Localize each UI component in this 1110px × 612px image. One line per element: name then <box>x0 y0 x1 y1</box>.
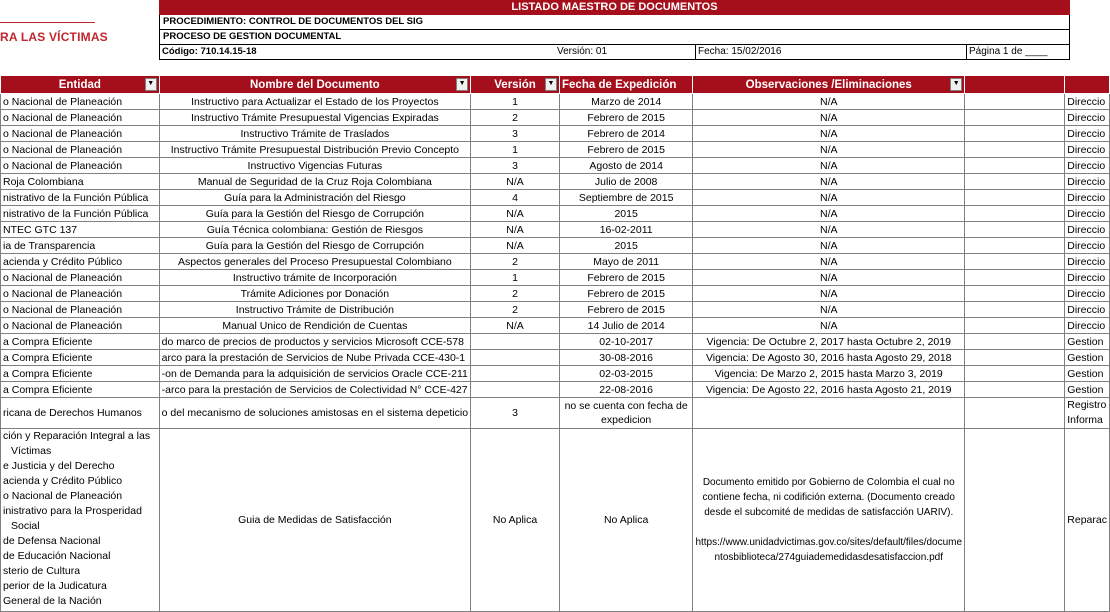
table-row <box>1 318 1110 334</box>
cell-entidad[interactable]: o Nacional de Planeación <box>1 270 160 286</box>
cell-blank[interactable] <box>965 110 1065 126</box>
cell-entidad[interactable]: acienda y Crédito Público <box>1 254 160 270</box>
cell-version[interactable]: 2 <box>471 302 560 318</box>
cell-version[interactable]: 3 <box>471 398 560 429</box>
cell-extra[interactable]: Direccio <box>1065 174 1110 190</box>
cell-observaciones[interactable]: N/A <box>693 126 965 142</box>
cell-blank[interactable] <box>965 94 1065 110</box>
cell-observaciones[interactable]: N/A <box>693 222 965 238</box>
cell-blank[interactable] <box>965 350 1065 366</box>
date-label: Fecha: 15/02/2016 <box>695 45 781 59</box>
cell-version[interactable]: N/A <box>471 222 560 238</box>
document-title: LISTADO MAESTRO DE DOCUMENTOS <box>159 0 1070 15</box>
filter-dropdown-icon[interactable]: ▼ <box>545 78 557 91</box>
entidad-line: General de la Nación <box>3 595 102 607</box>
col-fecha-label: Fecha de Expedición <box>562 78 677 91</box>
cell-entidad[interactable]: ia de Transparencia <box>1 238 160 254</box>
table-row <box>1 254 1110 270</box>
cell-version[interactable]: 3 <box>471 158 560 174</box>
cell-extra[interactable]: Reparac <box>1065 429 1110 612</box>
cell-version[interactable]: 1 <box>471 94 560 110</box>
cell-extra[interactable]: Direccio <box>1065 222 1110 238</box>
header-meta-row <box>159 45 1070 60</box>
cell-fecha[interactable]: Febrero de 2015 <box>560 110 693 126</box>
extra-line: Informa <box>1067 414 1103 426</box>
cell-blank[interactable] <box>965 318 1065 334</box>
cell-fecha[interactable]: No Aplica <box>560 429 693 612</box>
cell-fecha[interactable]: Septiembre de 2015 <box>560 190 693 206</box>
cell-extra[interactable]: Direccio <box>1065 110 1110 126</box>
cell-entidad[interactable]: o Nacional de Planeación <box>1 142 160 158</box>
cell-extra[interactable]: Direccio <box>1065 238 1110 254</box>
cell-blank[interactable] <box>965 334 1065 350</box>
entidad-line: perior de la Judicatura <box>3 580 107 592</box>
cell-extra[interactable]: Direccio <box>1065 302 1110 318</box>
cell-observaciones[interactable]: N/A <box>693 302 965 318</box>
cell-entidad[interactable]: a Compra Eficiente <box>1 350 160 366</box>
table-row <box>1 270 1110 286</box>
cell-fecha[interactable]: Febrero de 2015 <box>560 142 693 158</box>
cell-version[interactable]: 2 <box>471 254 560 270</box>
cell-version[interactable] <box>471 382 560 398</box>
entidad-line: de Defensa Nacional <box>3 535 101 547</box>
cell-observaciones[interactable]: N/A <box>693 318 965 334</box>
col-observaciones-label: Observaciones /Eliminaciones <box>745 78 912 91</box>
cell-version[interactable]: N/A <box>471 238 560 254</box>
cell-extra[interactable]: Gestion <box>1065 382 1110 398</box>
table-row <box>1 286 1110 302</box>
table-row <box>1 110 1110 126</box>
cell-entidad[interactable]: o Nacional de Planeación <box>1 286 160 302</box>
cell-extra[interactable]: Direccio <box>1065 94 1110 110</box>
cell-blank[interactable] <box>965 142 1065 158</box>
cell-blank[interactable] <box>965 190 1065 206</box>
cell-version[interactable]: N/A <box>471 174 560 190</box>
table-row <box>1 206 1110 222</box>
entidad-line: de Educación Nacional <box>3 550 111 562</box>
filter-dropdown-icon[interactable]: ▼ <box>145 78 157 91</box>
cell-fecha[interactable]: 02-03-2015 <box>560 366 693 382</box>
entidad-line: sterio de Cultura <box>3 565 81 577</box>
cell-observaciones[interactable]: N/A <box>693 238 965 254</box>
col-version <box>471 76 560 94</box>
table-row <box>1 222 1110 238</box>
cell-blank[interactable] <box>965 382 1065 398</box>
col-blank <box>965 76 1065 94</box>
table-row <box>1 350 1110 366</box>
cell-entidad[interactable]: nistrativo de la Función Pública <box>1 206 160 222</box>
filter-dropdown-icon[interactable]: ▼ <box>950 78 962 91</box>
observation-link[interactable]: https://www.unidadvictimas.gov.co/sites/default/files/documentosbiblioteca/274guiademedidasdesatisfaccion.pdf <box>695 537 963 563</box>
entidad-line: inistrativo para la Prosperidad <box>3 505 142 517</box>
cell-observaciones[interactable]: Vigencia: De Agosto 22, 2016 hasta Agosto 21, 2019 <box>693 382 965 398</box>
cell-nombre[interactable]: Trámite Adiciones por Donación <box>159 286 470 302</box>
cell-nombre[interactable]: Guía para la Gestión del Riesgo de Corrupción <box>159 206 470 222</box>
cell-extra[interactable]: Gestion <box>1065 366 1110 382</box>
version-label: Versión: 01 <box>557 46 608 57</box>
cell-observaciones[interactable]: N/A <box>693 190 965 206</box>
cell-nombre[interactable]: Aspectos generales del Proceso Presupuestal Colombiano <box>159 254 470 270</box>
cell-fecha[interactable]: 30-08-2016 <box>560 350 693 366</box>
cell-blank[interactable] <box>965 429 1065 612</box>
cell-observaciones[interactable]: N/A <box>693 270 965 286</box>
cell-blank[interactable] <box>965 254 1065 270</box>
observation-text: Documento emitido por Gobierno de Colombia el cual no contiene fecha, ni codifición externa. (Documento creado desde el subcomité de medidas de satisfacción UARIV). <box>702 477 955 518</box>
cell-entidad[interactable]: o Nacional de Planeación <box>1 126 160 142</box>
cell-fecha[interactable]: Mayo de 2011 <box>560 254 693 270</box>
code-label: Código: 710.14.15-18 <box>162 46 257 57</box>
cell-extra[interactable]: Direccio <box>1065 286 1110 302</box>
cell-fecha[interactable]: Julio de 2008 <box>560 174 693 190</box>
cell-entidad[interactable]: NTEC GTC 137 <box>1 222 160 238</box>
table-row <box>1 190 1110 206</box>
extra-line: Registro <box>1067 399 1107 411</box>
cell-nombre[interactable]: Manual Unico de Rendición de Cuentas <box>159 318 470 334</box>
cell-blank[interactable] <box>965 126 1065 142</box>
cell-extra[interactable]: Direccio <box>1065 158 1110 174</box>
cell-version[interactable]: N/A <box>471 318 560 334</box>
col-entidad <box>1 76 160 94</box>
col-entidad-label: Entidad <box>58 78 101 91</box>
page-label: Página 1 de ____ <box>966 45 1047 59</box>
cell-nombre[interactable]: do marco de precios de productos y servicios Microsoft CCE-578 <box>159 334 470 350</box>
cell-nombre[interactable]: Guía Técnica colombiana: Gestión de Riesgos <box>159 222 470 238</box>
table-row <box>1 174 1110 190</box>
cell-observaciones[interactable]: Vigencia: De Octubre 2, 2017 hasta Octubre 2, 2019 <box>693 334 965 350</box>
cell-entidad[interactable]: o Nacional de Planeación <box>1 110 160 126</box>
entidad-line: o Nacional de Planeación <box>3 490 123 502</box>
col-fecha <box>560 76 693 94</box>
entidad-line: acienda y Crédito Público <box>3 475 123 487</box>
cell-fecha[interactable]: 2015 <box>560 238 693 254</box>
cell-nombre[interactable]: on de Demanda para la adquisición de servicios Oracle CCE-211- <box>159 366 470 382</box>
col-observaciones <box>693 76 965 94</box>
cell-blank[interactable] <box>965 222 1065 238</box>
col-nombre-label: Nombre del Documento <box>250 78 380 91</box>
cell-entidad[interactable]: ricana de Derechos Humanos <box>1 398 160 429</box>
cell-fecha[interactable]: Febrero de 2014 <box>560 126 693 142</box>
cell-version[interactable]: No Aplica <box>471 429 560 612</box>
table-row <box>1 302 1110 318</box>
cell-extra[interactable]: Direccio <box>1065 270 1110 286</box>
cell-extra[interactable] <box>1065 398 1110 429</box>
cell-extra[interactable]: Direccio <box>1065 142 1110 158</box>
table-row <box>1 142 1110 158</box>
table-row <box>1 238 1110 254</box>
entity-logo: RA LAS VÍCTIMAS <box>0 30 108 44</box>
cell-version[interactable]: 1 <box>471 142 560 158</box>
cell-blank[interactable] <box>965 366 1065 382</box>
cell-nombre[interactable]: Guía para la Gestión del Riesgo de Corrupción <box>159 238 470 254</box>
cell-observaciones[interactable]: Vigencia: De Agosto 30, 2016 hasta Agosto 29, 2018 <box>693 350 965 366</box>
cell-observaciones[interactable]: N/A <box>693 158 965 174</box>
cell-fecha[interactable]: 02-10-2017 <box>560 334 693 350</box>
cell-nombre[interactable]: o del mecanismo de soluciones amistosas en el sistema depeticio <box>159 398 470 429</box>
cell-blank[interactable] <box>965 286 1065 302</box>
table-header-row <box>1 76 1110 94</box>
cell-observaciones[interactable]: N/A <box>693 110 965 126</box>
col-version-label: Versión <box>494 78 536 91</box>
cell-nombre[interactable]: Instructivo Trámite Presupuestal Distribución Previo Concepto <box>159 142 470 158</box>
cell-observaciones[interactable]: N/A <box>693 142 965 158</box>
cell-extra[interactable]: Gestion <box>1065 334 1110 350</box>
cell-blank[interactable] <box>965 158 1065 174</box>
cell-fecha[interactable]: Agosto de 2014 <box>560 158 693 174</box>
cell-nombre[interactable]: Manual de Seguridad de la Cruz Roja Colombiana <box>159 174 470 190</box>
cell-entidad[interactable]: a Compra Eficiente <box>1 366 160 382</box>
cell-version[interactable]: 4 <box>471 190 560 206</box>
cell-nombre[interactable]: Instructivo Vigencias Futuras <box>159 158 470 174</box>
cell-fecha[interactable]: 14 Julio de 2014 <box>560 318 693 334</box>
entidad-line: Víctimas <box>11 445 52 457</box>
cell-observaciones[interactable]: N/A <box>693 254 965 270</box>
cell-observaciones[interactable]: N/A <box>693 94 965 110</box>
cell-observaciones[interactable]: N/A <box>693 174 965 190</box>
cell-extra[interactable]: Direccio <box>1065 126 1110 142</box>
cell-observaciones[interactable] <box>693 429 965 612</box>
cell-version[interactable] <box>471 334 560 350</box>
cell-nombre[interactable]: Instructivo Trámite de Traslados <box>159 126 470 142</box>
cell-fecha[interactable]: Marzo de 2014 <box>560 94 693 110</box>
cell-entidad[interactable]: o Nacional de Planeación <box>1 158 160 174</box>
cell-blank[interactable] <box>965 398 1065 429</box>
filter-dropdown-icon[interactable]: ▼ <box>456 78 468 91</box>
cell-nombre[interactable]: arco para la prestación de Servicios de Nube Privada CCE-430-1 <box>159 350 470 366</box>
table-row <box>1 158 1110 174</box>
table-row <box>1 398 1110 429</box>
col-extra <box>1065 76 1110 94</box>
table-row <box>1 334 1110 350</box>
logo-divider <box>0 22 95 23</box>
cell-entidad[interactable]: o Nacional de Planeación <box>1 94 160 110</box>
cell-fecha[interactable]: 16-02-2011 <box>560 222 693 238</box>
cell-entidad[interactable] <box>1 429 160 612</box>
cell-entidad[interactable]: nistrativo de la Función Pública <box>1 190 160 206</box>
cell-version[interactable]: 3 <box>471 126 560 142</box>
table-row <box>1 429 1110 612</box>
cell-blank[interactable] <box>965 238 1065 254</box>
cell-extra[interactable]: Direccio <box>1065 318 1110 334</box>
cell-fecha[interactable]: no se cuenta con fecha de expedicion <box>560 398 693 429</box>
cell-extra[interactable]: Direccio <box>1065 190 1110 206</box>
procedure-label: PROCEDIMIENTO: CONTROL DE DOCUMENTOS DEL SIG <box>159 15 1070 30</box>
cell-nombre[interactable]: Instructivo para Actualizar el Estado de los Proyectos <box>159 94 470 110</box>
cell-blank[interactable] <box>965 206 1065 222</box>
cell-fecha[interactable]: Febrero de 2015 <box>560 270 693 286</box>
spacer <box>695 520 962 535</box>
cell-fecha[interactable]: Febrero de 2015 <box>560 286 693 302</box>
cell-nombre[interactable]: Guia de Medidas de Satisfacción <box>159 429 470 612</box>
table-row <box>1 94 1110 110</box>
cell-fecha[interactable]: 2015 <box>560 206 693 222</box>
cell-entidad[interactable]: o Nacional de Planeación <box>1 318 160 334</box>
table-row <box>1 366 1110 382</box>
cell-entidad[interactable]: Roja Colombiana <box>1 174 160 190</box>
cell-extra[interactable]: Gestion <box>1065 350 1110 366</box>
col-nombre <box>159 76 470 94</box>
cell-fecha[interactable]: 22-08-2016 <box>560 382 693 398</box>
cell-observaciones[interactable] <box>693 398 965 429</box>
cell-extra[interactable]: Direccio <box>1065 206 1110 222</box>
cell-nombre[interactable]: arco para la prestación de Servicios de Colectividad N° CCE-427- <box>159 382 470 398</box>
cell-extra[interactable]: Direccio <box>1065 254 1110 270</box>
entidad-line: ción y Reparación Integral a las <box>3 430 151 442</box>
cell-observaciones[interactable]: N/A <box>693 206 965 222</box>
cell-blank[interactable] <box>965 302 1065 318</box>
cell-nombre[interactable]: Instructivo trámite de Incorporación <box>159 270 470 286</box>
cell-version[interactable]: 2 <box>471 286 560 302</box>
process-label: PROCESO DE GESTION DOCUMENTAL <box>159 30 1070 45</box>
entidad-line: Social <box>11 520 40 532</box>
cell-entidad[interactable]: a Compra Eficiente <box>1 382 160 398</box>
cell-blank[interactable] <box>965 270 1065 286</box>
cell-version[interactable]: 2 <box>471 110 560 126</box>
cell-entidad[interactable]: o Nacional de Planeación <box>1 302 160 318</box>
cell-version[interactable]: N/A <box>471 206 560 222</box>
cell-nombre[interactable]: Instructivo Trámite Presupuestal Vigencias Expiradas <box>159 110 470 126</box>
cell-version[interactable] <box>471 366 560 382</box>
master-document-table <box>0 75 1110 612</box>
cell-blank[interactable] <box>965 174 1065 190</box>
cell-nombre[interactable]: Instructivo Trámite de Distribución <box>159 302 470 318</box>
entidad-line: e Justicia y del Derecho <box>3 460 115 472</box>
cell-entidad[interactable]: a Compra Eficiente <box>1 334 160 350</box>
cell-version[interactable] <box>471 350 560 366</box>
table-row <box>1 126 1110 142</box>
cell-version[interactable]: 1 <box>471 270 560 286</box>
cell-fecha[interactable]: Febrero de 2015 <box>560 302 693 318</box>
cell-observaciones[interactable]: Vigencia: De Marzo 2, 2015 hasta Marzo 3, 2019 <box>693 366 965 382</box>
table-row <box>1 382 1110 398</box>
cell-nombre[interactable]: Guía para la Administración del Riesgo <box>159 190 470 206</box>
cell-observaciones[interactable]: N/A <box>693 286 965 302</box>
